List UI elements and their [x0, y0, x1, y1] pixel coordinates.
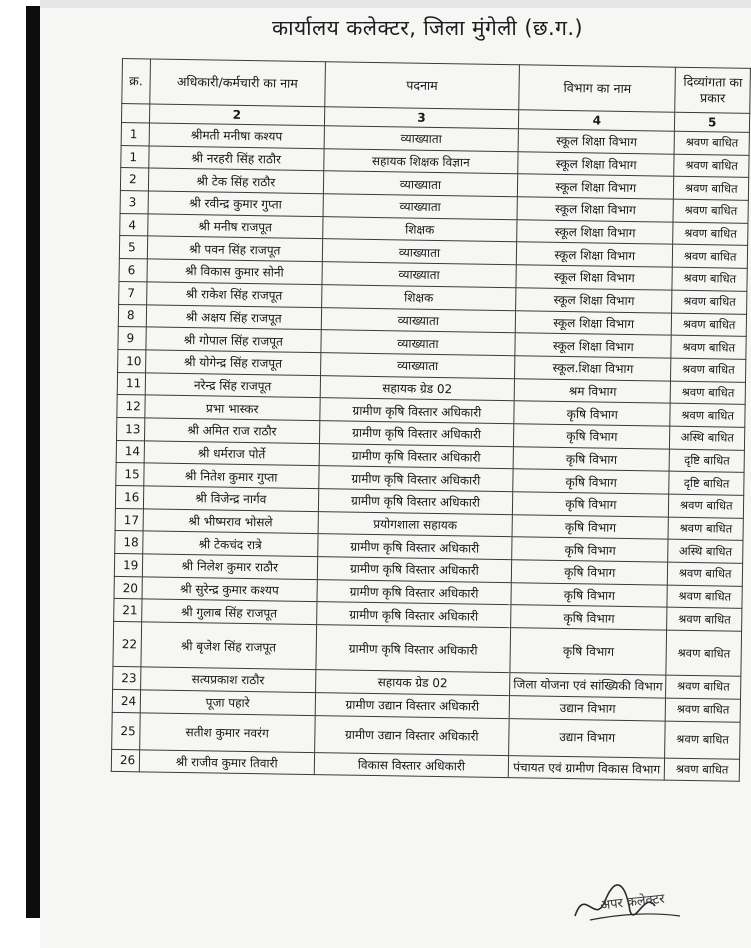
designation-cell: ग्रामीण कृषि विस्तार अधिकारी	[316, 602, 511, 628]
serial-cell: 9	[118, 327, 146, 350]
designation-cell: व्याख्याता	[322, 262, 517, 288]
designation-cell: व्याख्याता	[321, 307, 516, 333]
disability-cell: श्रवण बाधित	[667, 585, 742, 609]
disability-cell: श्रवण बाधित	[673, 222, 748, 246]
serial-cell: 19	[114, 554, 142, 577]
disability-cell: श्रवण बाधित	[671, 335, 746, 359]
disability-cell: श्रवण बाधित	[665, 721, 740, 759]
name-cell: श्री राजीव कुमार तिवारी	[139, 749, 314, 774]
department-cell: स्कूल शिक्षा विभाग	[517, 197, 674, 222]
designation-cell: सहायक ग्रेड 02	[320, 375, 515, 401]
department-cell: कृषि विभाग	[513, 492, 670, 517]
name-cell: श्री टेकचंद रात्रे	[143, 531, 318, 556]
disability-cell: श्रवण बाधित	[672, 267, 747, 291]
department-cell: स्कूल शिक्षा विभाग	[516, 265, 673, 290]
serial-cell: 6	[119, 259, 147, 282]
name-cell: श्री विजेन्द्र नार्गव	[143, 486, 318, 511]
serial-cell: 17	[115, 508, 143, 531]
department-cell: स्कूल शिक्षा विभाग	[516, 288, 673, 313]
disability-cell: दृष्टि बाधित	[669, 471, 744, 495]
disability-cell: श्रवण बाधित	[673, 245, 748, 269]
serial-cell: 21	[114, 599, 142, 622]
department-cell: स्कूल शिक्षा विभाग	[518, 174, 675, 199]
header-name: अधिकारी/कर्मचारी का नाम	[150, 59, 326, 107]
disability-cell: अस्थि बाधित	[668, 540, 743, 564]
name-cell: श्रीमती मनीषा कश्यप	[149, 123, 324, 148]
disability-cell: श्रवण बाधित	[674, 154, 749, 178]
designation-cell: ग्रामीण कृषि विस्तार अधिकारी	[317, 579, 512, 605]
designation-cell: व्याख्याता	[320, 353, 515, 379]
disability-cell: श्रवण बाधित	[668, 562, 743, 586]
disability-cell: श्रवण बाधित	[665, 758, 740, 782]
serial-cell: 12	[117, 395, 145, 418]
disability-cell: श्रवण बाधित	[671, 381, 746, 405]
department-cell: कृषि विभाग	[511, 582, 668, 607]
name-cell: पूजा पहारे	[140, 690, 315, 715]
department-cell: उद्यान विभाग	[509, 718, 666, 757]
serial-cell: 3	[120, 191, 148, 214]
disability-cell: श्रवण बाधित	[667, 608, 742, 632]
department-cell: पंचायत एवं ग्रामीण विकास विभाग	[508, 755, 665, 780]
designation-cell: सहायक शिक्षक विज्ञान	[323, 148, 518, 174]
serial-cell: 11	[117, 372, 145, 395]
name-cell: सतीश कुमार नवरंग	[139, 712, 314, 752]
header-serial: क्र.	[122, 59, 151, 104]
name-cell: श्री अमित राज राठौर	[144, 418, 319, 443]
designation-cell: ग्रामीण उद्यान विस्तार अधिकारी	[314, 715, 509, 755]
name-cell: नरेन्द्र सिंह राजपूत	[145, 372, 320, 397]
department-cell: कृषि विभाग	[511, 605, 668, 630]
department-cell: उद्यान विभाग	[509, 695, 666, 720]
designation-cell: प्रयोगशाला सहायक	[318, 511, 513, 537]
serial-cell: 1	[121, 122, 149, 145]
name-cell: श्री निलेश कुमार राठौर	[142, 554, 317, 579]
name-cell: श्री भीष्मराव भोसले	[143, 509, 318, 534]
designation-cell: ग्रामीण कृषि विस्तार अधिकारी	[320, 398, 515, 424]
column-number: 4	[519, 110, 676, 131]
department-cell: स्कूल शिक्षा विभाग	[517, 219, 674, 244]
designation-cell: शिक्षक	[321, 284, 516, 310]
department-cell: कृषि विभाग	[512, 537, 669, 562]
disability-cell: श्रवण बाधित	[672, 290, 747, 314]
designation-cell: व्याख्याता	[321, 330, 516, 356]
disability-cell: श्रवण बाधित	[670, 403, 745, 427]
serial-cell: 25	[112, 712, 140, 749]
serial-cell: 7	[119, 281, 147, 304]
serial-cell: 10	[118, 349, 146, 372]
serial-cell: 2	[120, 168, 148, 191]
disability-cell: श्रवण बाधित	[668, 517, 743, 541]
name-cell: श्री गुलाब सिंह राजपूत	[141, 599, 316, 624]
department-cell: स्कूल शिक्षा विभाग	[515, 310, 672, 335]
name-cell: श्री धर्मराज पोर्ते	[144, 441, 319, 466]
header-department: विभाग का नाम	[519, 65, 676, 112]
disability-cell: श्रवण बाधित	[672, 313, 747, 337]
department-cell: कृषि विभाग	[514, 424, 671, 449]
serial-cell: 1	[121, 145, 149, 168]
serial-cell: 20	[114, 576, 142, 599]
disability-cell: श्रवण बाधित	[671, 358, 746, 382]
name-cell: श्री योगेन्द्र सिंह राजपूत	[145, 350, 320, 375]
department-cell: श्रम विभाग	[514, 378, 671, 403]
department-cell: कृषि विभाग	[510, 628, 667, 675]
column-number: 3	[324, 107, 519, 129]
signature-caption: अपर कलेक्टर	[599, 891, 666, 914]
serial-cell: 16	[115, 485, 143, 508]
column-number: 2	[149, 104, 324, 126]
name-cell: श्री नरहरी सिंह राठौर	[149, 146, 324, 171]
header-designation: पदनाम	[324, 62, 519, 110]
department-cell: स्कूल शिक्षा विभाग	[515, 333, 672, 358]
serial-cell: 4	[120, 213, 148, 236]
column-number	[121, 104, 149, 123]
designation-cell: व्याख्याता	[324, 126, 519, 152]
name-cell: श्री विकास कुमार सोनी	[147, 259, 322, 284]
department-cell: स्कूल शिक्षा विभाग	[518, 129, 675, 154]
disability-cell: श्रवण बाधित	[673, 199, 748, 223]
designation-cell: ग्रामीण कृषि विस्तार अधिकारी	[319, 421, 514, 447]
name-cell: श्री मनीष राजपूत	[147, 214, 322, 239]
designation-cell: विकास विस्तार अधिकारी	[314, 752, 509, 778]
name-cell: श्री नितेश कुमार गुप्ता	[144, 463, 319, 488]
serial-cell: 5	[119, 236, 147, 259]
office-title: कार्यालय कलेक्टर, जिला मुंगेली (छ.ग.)	[272, 16, 583, 40]
designation-cell: ग्रामीण कृषि विस्तार अधिकारी	[317, 557, 512, 583]
designation-cell: सहायक ग्रेड 02	[315, 670, 510, 696]
department-cell: जिला योजना एवं सांख्यिकी विभाग	[510, 673, 667, 698]
department-cell: कृषि विभाग	[513, 469, 670, 494]
serial-cell: 18	[115, 531, 143, 554]
designation-cell: शिक्षक	[322, 216, 517, 242]
serial-cell: 24	[112, 689, 140, 712]
disability-cell: श्रवण बाधित	[666, 698, 741, 722]
department-cell: कृषि विभाग	[513, 446, 670, 471]
serial-cell: 22	[113, 622, 142, 667]
designation-cell: ग्रामीण कृषि विस्तार अधिकारी	[318, 489, 513, 515]
serial-cell: 8	[118, 304, 146, 327]
disability-cell: अस्थि बाधित	[670, 426, 745, 450]
staff-table	[111, 58, 751, 782]
name-cell: श्री सुरेन्द्र कुमार कश्यप	[142, 577, 317, 602]
designation-cell: व्याख्याता	[323, 171, 518, 197]
department-cell: कृषि विभाग	[512, 514, 669, 539]
department-cell: कृषि विभाग	[511, 560, 668, 585]
disability-cell: श्रवण बाधित	[674, 177, 749, 201]
name-cell: श्री रवीन्द्र कुमार गुप्ता	[148, 191, 323, 216]
name-cell: श्री बृजेश सिंह राजपूत	[141, 622, 317, 670]
name-cell: श्री अक्षय सिंह राजपूत	[146, 304, 321, 329]
disability-cell: श्रवण बाधित	[669, 494, 744, 518]
serial-cell: 13	[116, 417, 144, 440]
designation-cell: ग्रामीण कृषि विस्तार अधिकारी	[316, 625, 511, 673]
serial-cell: 23	[113, 667, 141, 690]
disability-cell: श्रवण बाधित	[666, 630, 741, 676]
disability-cell: दृष्टि बाधित	[670, 449, 745, 473]
name-cell: श्री राकेश सिंह राजपूत	[146, 282, 321, 307]
table-body	[111, 122, 749, 781]
column-number: 5	[675, 112, 750, 132]
staff-table-wrapper	[111, 58, 751, 782]
department-cell: स्कूल.शिक्षा विभाग	[515, 356, 672, 381]
name-cell: श्री टेक सिंह राठौर	[148, 168, 323, 193]
designation-cell: व्याख्याता	[322, 239, 517, 265]
designation-cell: ग्रामीण कृषि विस्तार अधिकारी	[318, 466, 513, 492]
name-cell: सत्यप्रकाश राठौर	[140, 667, 315, 692]
department-cell: स्कूल शिक्षा विभाग	[518, 151, 675, 176]
disability-cell: श्रवण बाधित	[666, 675, 741, 699]
name-cell: प्रभा भास्कर	[145, 395, 320, 420]
scan-edge-shadow	[26, 6, 40, 918]
serial-cell: 15	[116, 463, 144, 486]
header-disability: दिव्यांगता का प्रकार	[675, 67, 750, 113]
document-page	[40, 8, 751, 948]
designation-cell: ग्रामीण कृषि विस्तार अधिकारी	[317, 534, 512, 560]
department-cell: कृषि विभाग	[514, 401, 671, 426]
disability-cell: श्रवण बाधित	[674, 131, 749, 155]
serial-cell: 14	[116, 440, 144, 463]
name-cell: श्री पवन सिंह राजपूत	[147, 236, 322, 261]
designation-cell: व्याख्याता	[323, 194, 518, 220]
designation-cell: ग्रामीण कृषि विस्तार अधिकारी	[319, 443, 514, 469]
department-cell: स्कूल शिक्षा विभाग	[516, 242, 673, 267]
designation-cell: ग्रामीण उद्यान विस्तार अधिकारी	[315, 692, 510, 718]
serial-cell: 26	[111, 749, 139, 772]
name-cell: श्री गोपाल सिंह राजपूत	[146, 327, 321, 352]
